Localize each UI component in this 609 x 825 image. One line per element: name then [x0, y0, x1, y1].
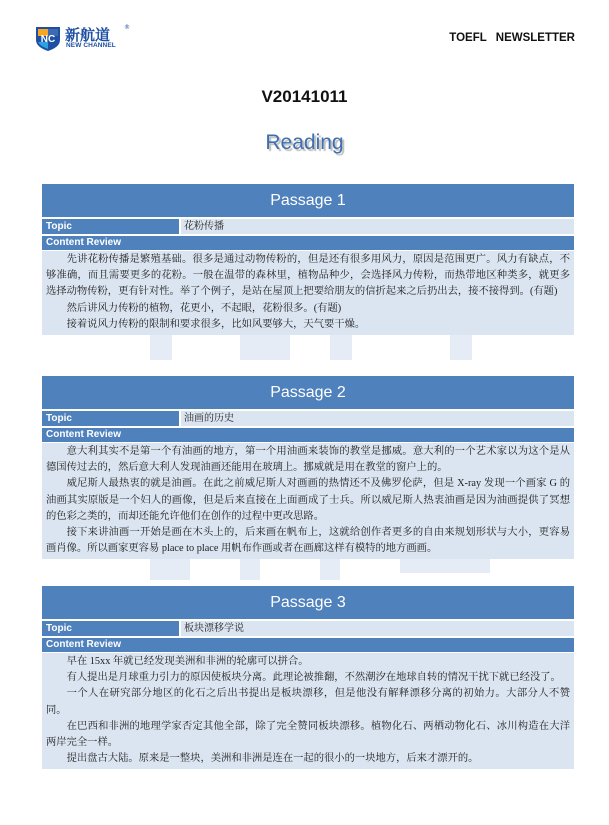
topic-row	[42, 411, 574, 426]
paragraph: 意大利其实不是第一个有油画的地方，第一个用油画来装饰的教堂是挪威。意大利的一个艺术家以为这个是从德国传过去的，然后意大利人发现油画还能用在玻璃上。挪威就是用在教堂的窗户上的。	[46, 446, 570, 474]
topic-label: Topic	[42, 621, 179, 636]
topic-label: Topic	[42, 411, 179, 426]
paragraph: 提出盘古大陆。原来是一整块，美洲和非洲是连在一起的很小的一块地方，后来才漂开的。	[66, 753, 479, 765]
page-header	[0, 0, 609, 70]
content-review-body	[42, 653, 574, 769]
logo-english-text: NEW CHANNEL	[66, 42, 116, 49]
paragraph: 有人提出是月球重力引力的原因使板块分离。此理论被推翻，不然潮汐在地球自转的情况干扰下就已经没了。	[66, 672, 561, 684]
passage-2	[42, 376, 574, 559]
content-review-body	[42, 443, 574, 559]
passage-3	[42, 586, 574, 769]
section-title: Reading	[265, 131, 344, 154]
passage-title: Passage 3	[42, 586, 574, 619]
topic-row	[42, 219, 574, 234]
passage-title: Passage 1	[42, 184, 574, 217]
paragraph: 一个人在研究部分地区的化石之后出书提出是板块漂移，但是他没有解释漂移分离的初始力。大部分人不赞同。	[46, 688, 570, 716]
content-review-label: Content Review	[42, 638, 574, 652]
logo-chinese-text: 新航道	[65, 26, 111, 44]
topic-value: 板块漂移学说	[181, 621, 574, 636]
registered-mark: ®	[124, 24, 130, 31]
paragraph: 然后讲风力传粉的植物，花更小，不起眼，花粉很多。(有题)	[66, 302, 342, 314]
topic-value: 油画的历史	[181, 411, 574, 426]
version-code: V20141011	[261, 87, 348, 106]
content-review-label: Content Review	[42, 428, 574, 442]
content-review-body	[42, 251, 574, 335]
newsletter-title: TOEFL NEWSLETTER	[449, 32, 575, 44]
passage-1	[42, 184, 574, 335]
svg-text:NC: NC	[40, 34, 56, 45]
topic-row	[42, 621, 574, 636]
nc-shield-icon	[35, 25, 61, 51]
new-channel-logo	[35, 24, 130, 54]
paragraph: 先讲花粉传播是繁殖基础。很多是通过动物传粉的，但是还有很多用风力，原因是范围更广。风力有缺点，不够准确，而且需要更多的花粉。一般在温带的森林里，植物品种少，会选择风力传粉，而热带地区种类多，就更多选择动物传粉，更有针对性。举了个例子，是站在屋顶上把要给朋友的信折起来之后扔出去，接不接得到。(有题)	[46, 254, 570, 298]
paragraph: 接下来讲油画一开始是画在木头上的，后来画在帆布上，这就给创作者更多的自由来规划形状与大小，更容易画肖像。所以画家更容易 place to place 用帆布作画或者在画廊这样有模特的地方画画。	[46, 527, 570, 555]
paragraph: 接着说风力传粉的限制和要求很多，比如风要够大，天气要干燥。	[66, 318, 366, 330]
paragraph: 在巴西和非洲的地理学家否定其他全部，除了完全赞同板块漂移。植物化石、两栖动物化石、冰川构造在大洋两岸完全一样。	[46, 720, 570, 749]
content-review-label: Content Review	[42, 236, 574, 250]
topic-value: 花粉传播	[181, 219, 574, 234]
paragraph: 威尼斯人最热衷的就是油画。在此之前威尼斯人对画画的热情还不及佛罗伦萨，但是 X-ray 发现一个画家 G 的油画其实原版是一个妇人的画像，但是后来直接在上面画成了士兵。所以威尼斯人热衷油画是因为油画提供了冥想的色彩之类的，而却还能允许他们在创作的过程中更改思路。	[46, 478, 570, 522]
topic-label: Topic	[42, 219, 179, 234]
passage-title: Passage 2	[42, 376, 574, 409]
paragraph: 早在 15xx 年就已经发现美洲和非洲的轮廓可以拼合。	[66, 656, 309, 667]
